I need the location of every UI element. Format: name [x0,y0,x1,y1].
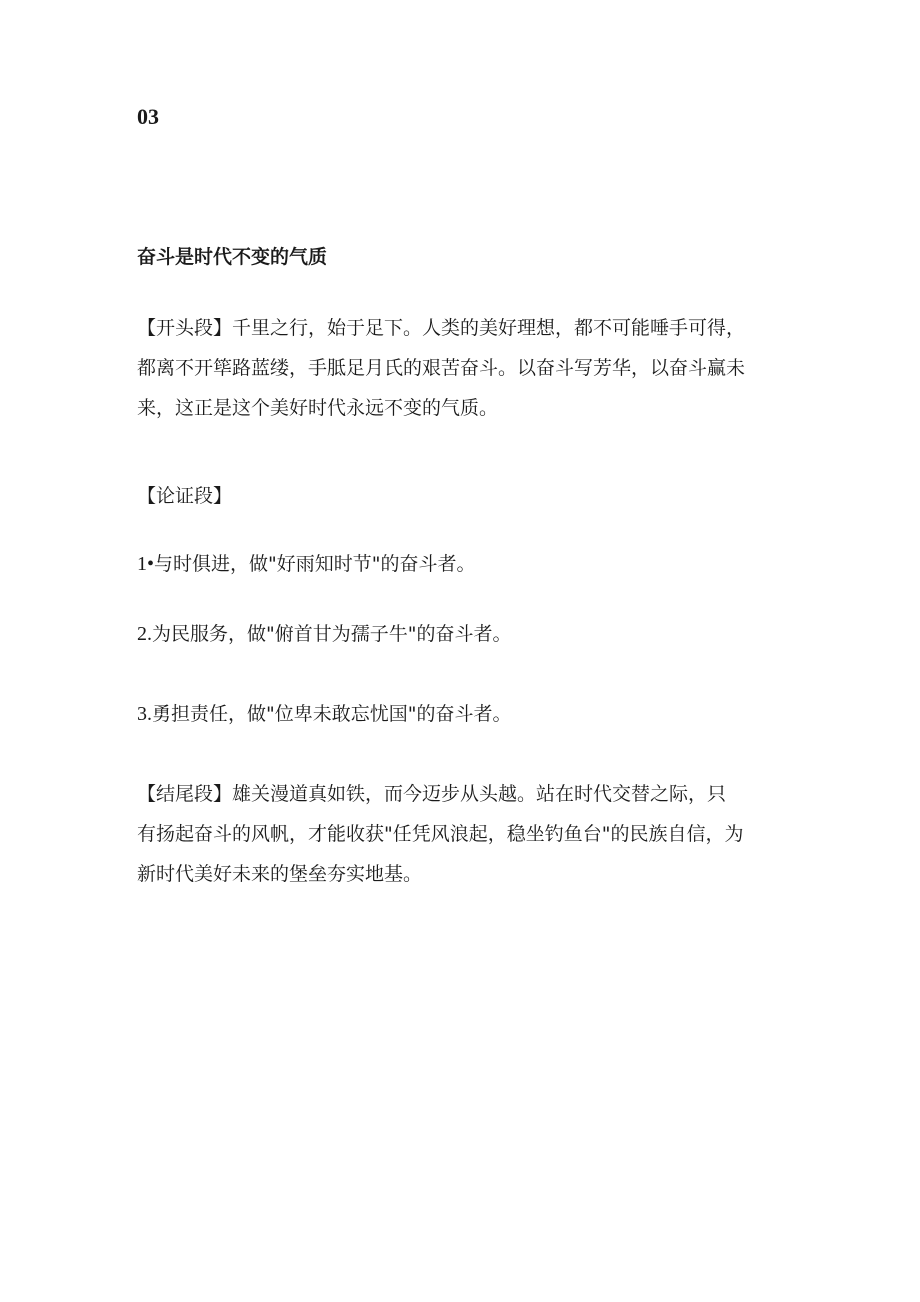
opening-paragraph [137,308,817,428]
point-text-1: 与时俱进，做"好雨知时节"的奋斗者。 [154,553,476,575]
point-number-2: 2. [137,623,152,645]
opening-line-1: 【开头段】千里之行，始于足下。人类的美好理想，都不可能唾手可得， [137,317,746,339]
point-number-1: 1• [137,553,155,575]
opening-line-2: 都离不开筚路蓝缕，手胝足月氏的艰苦奋斗。以奋斗写芳华，以奋斗赢未 [137,357,746,379]
closing-line-2: 有扬起奋斗的风帆，才能收获"任凭风浪起，稳坐钓鱼台"的民族自信，为 [137,823,744,845]
point-item-3 [137,700,511,728]
point-number-3: 3. [137,703,152,725]
point-text-2: 为民服务，做"俯首甘为孺子牛"的奋斗者。 [152,623,512,645]
closing-line-3: 新时代美好未来的堡垒夯实地基。 [137,863,423,885]
closing-line-1: 【结尾段】雄关漫道真如铁，而今迈步从头越。站在时代交替之际，只 [137,783,727,805]
section-number: 03 [137,104,159,129]
argument-label: 【论证段】 [137,485,233,507]
opening-line-3: 来，这正是这个美好时代永远不变的气质。 [137,397,499,419]
point-item-2 [137,620,511,648]
point-item-1 [137,550,476,578]
point-text-3: 勇担责任，做"位卑未敢忘忧国"的奋斗者。 [152,703,512,725]
closing-paragraph [137,774,817,894]
page-title: 奋斗是时代不变的气质 [137,246,328,268]
